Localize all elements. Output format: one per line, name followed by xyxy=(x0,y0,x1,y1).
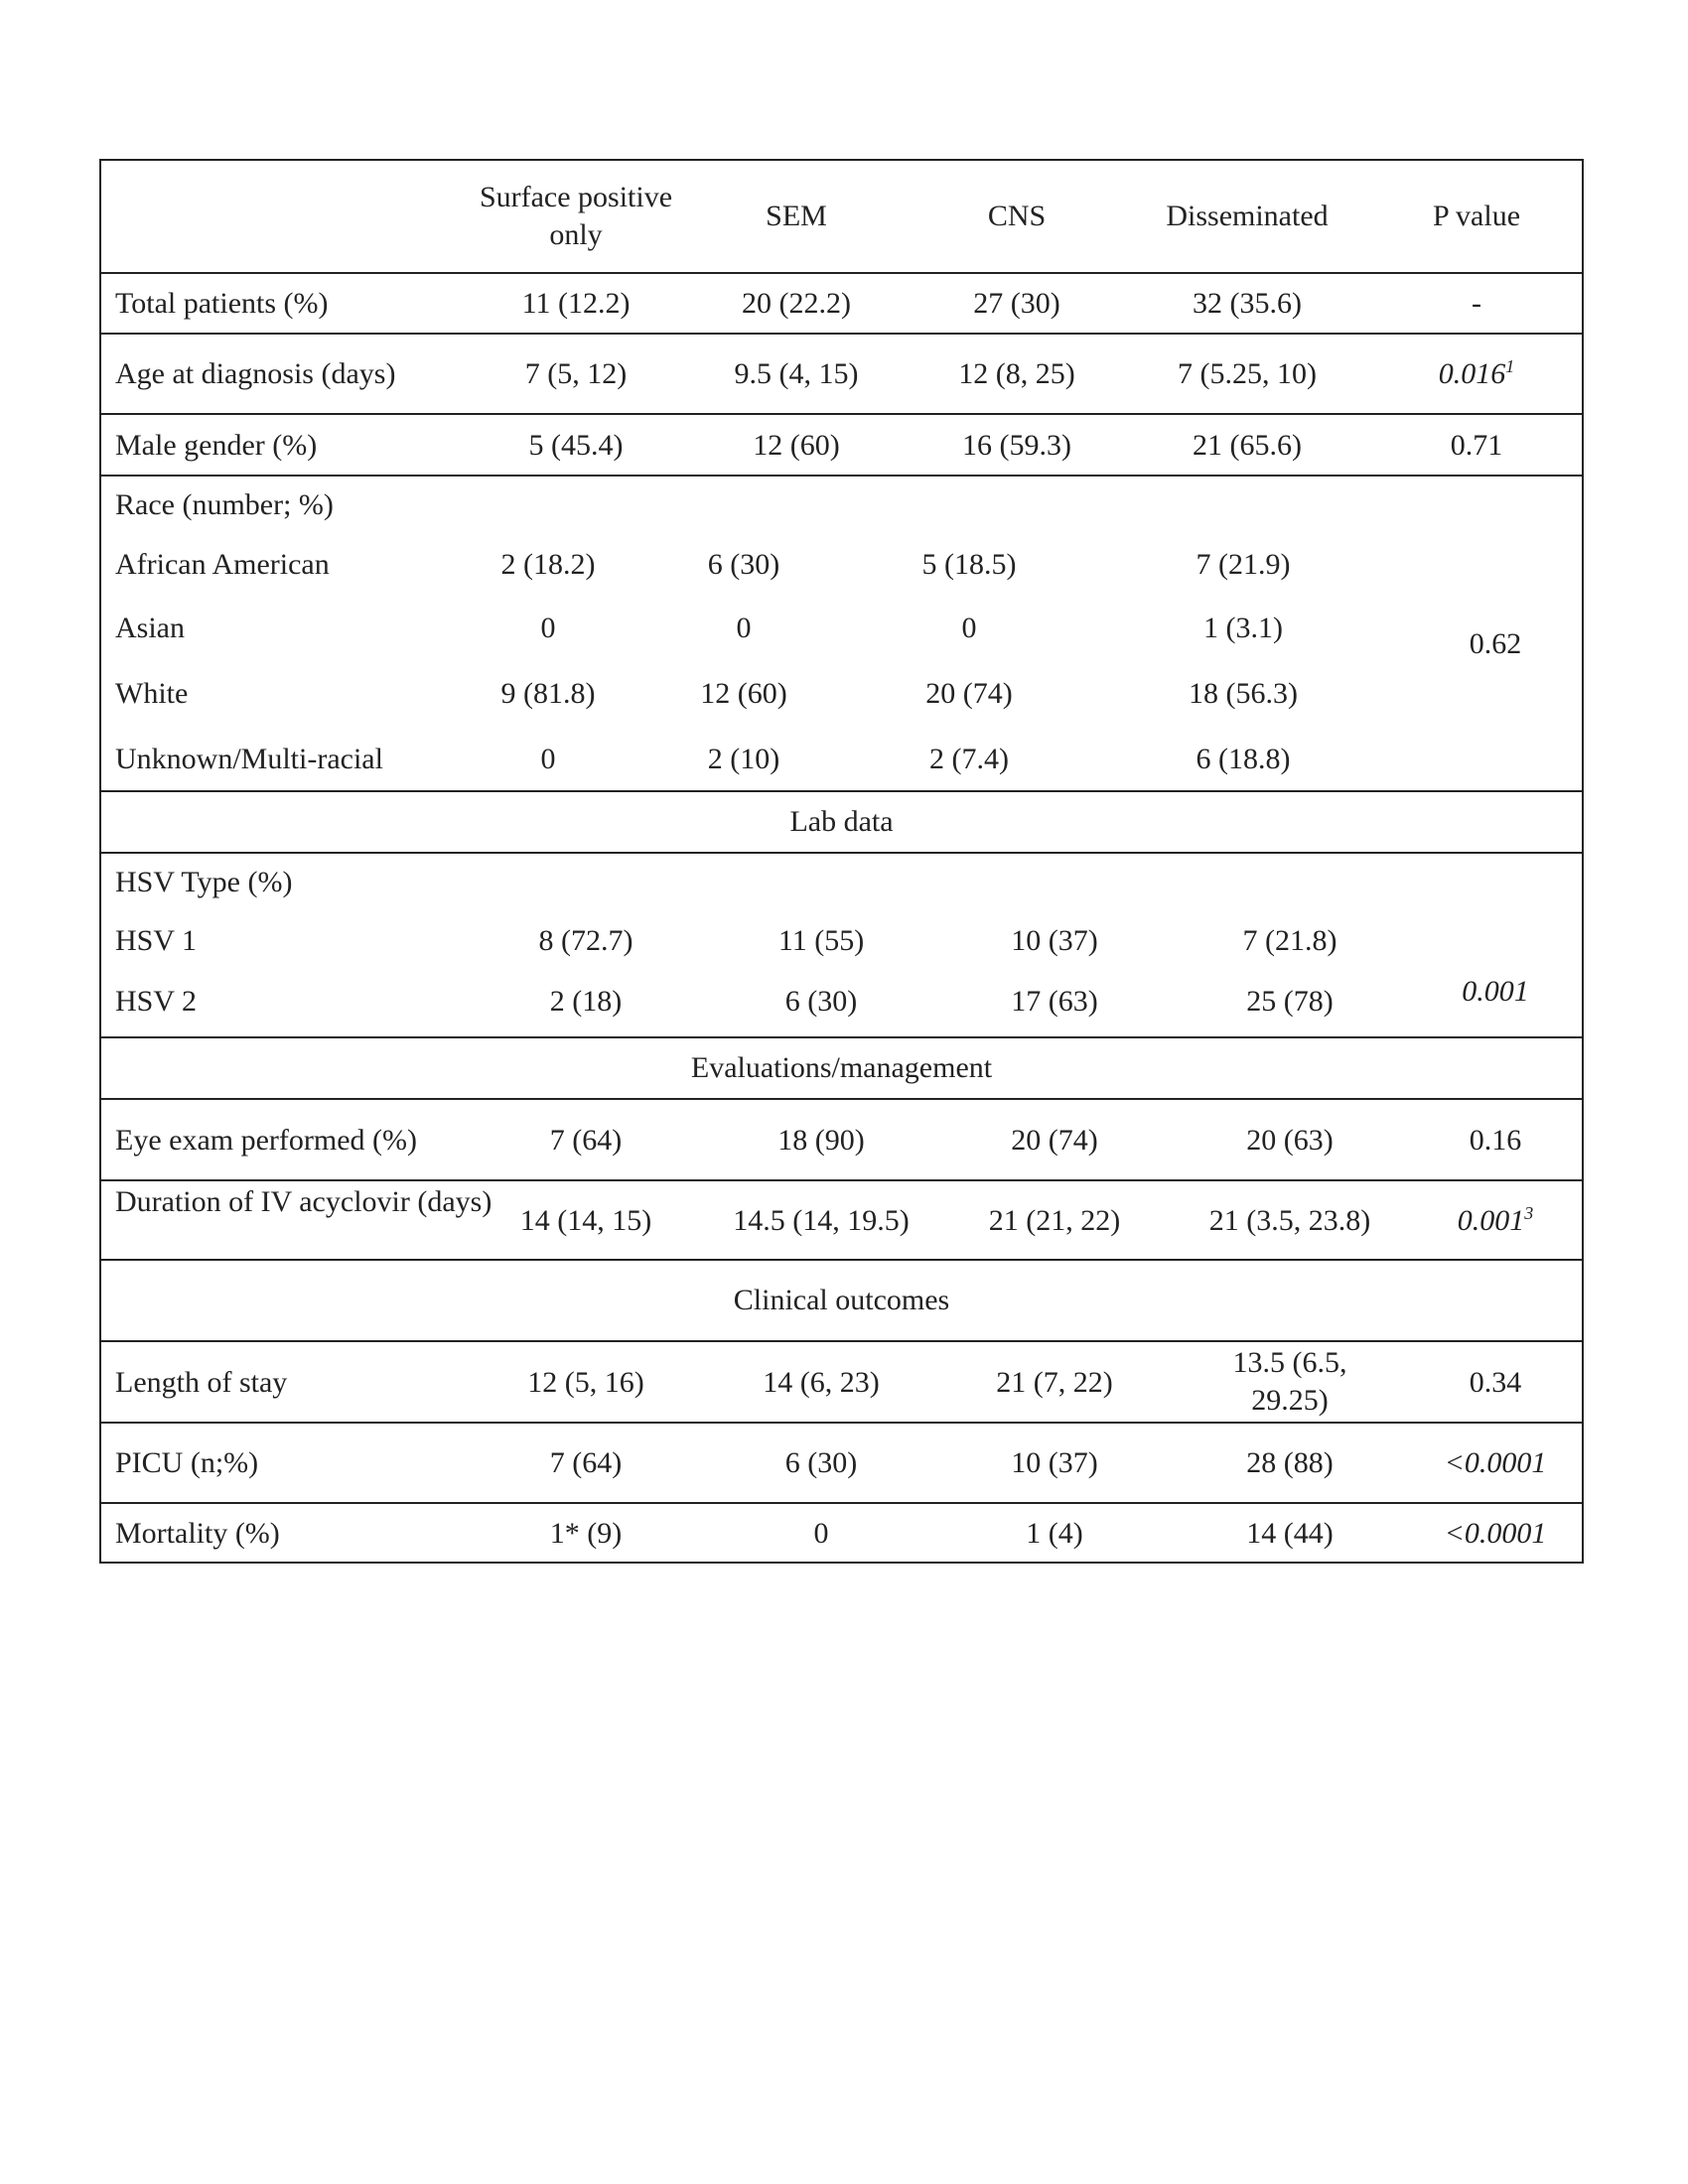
cell-sem: 0 xyxy=(736,612,752,644)
cell-disseminated: 28 (88) xyxy=(1246,1446,1334,1479)
cell-cns: 10 (37) xyxy=(1011,924,1098,957)
cell-cns: 17 (63) xyxy=(1011,985,1098,1018)
cell-surface: 0 xyxy=(540,612,556,644)
table-row-mortality xyxy=(99,1502,1584,1564)
data-table xyxy=(99,159,1584,1559)
cell-cns: 20 (74) xyxy=(925,677,1013,710)
cell-surface: 2 (18) xyxy=(549,985,623,1018)
hsv-label-2: HSV 2 xyxy=(115,985,197,1018)
cell-sem: 12 (60) xyxy=(700,677,787,710)
row-label: PICU (n;%) xyxy=(115,1446,259,1479)
cell-disseminated: 13.5 (6.5, 29.25) xyxy=(1232,1346,1347,1417)
cell-cns: 27 (30) xyxy=(973,287,1060,320)
cell-surface: 5 (45.4) xyxy=(528,429,624,462)
cell-cns: 16 (59.3) xyxy=(962,429,1071,462)
cell-disseminated: 6 (18.8) xyxy=(1196,743,1291,775)
cell-p-value: 0.71 xyxy=(1450,429,1503,462)
table-row-length-of-stay xyxy=(99,1340,1584,1422)
cell-sem: 18 (90) xyxy=(777,1124,865,1157)
header-surface-positive: Surface positive only xyxy=(479,181,673,251)
table-row-acyclovir xyxy=(99,1179,1584,1259)
cell-sem: 14.5 (14, 19.5) xyxy=(733,1204,910,1237)
race-p-value: 0.62 xyxy=(1469,627,1522,660)
row-label: Eye exam performed (%) xyxy=(115,1124,418,1157)
section-clinical-outcomes xyxy=(99,1259,1584,1340)
header-p-value: P value xyxy=(1432,200,1521,232)
cell-p-value xyxy=(1439,355,1515,393)
cell-sem: 2 (10) xyxy=(707,743,780,775)
cell-sem: 0 xyxy=(813,1517,829,1550)
cell-disseminated: 7 (21.8) xyxy=(1242,924,1337,957)
cell-cns: 21 (21, 22) xyxy=(988,1204,1121,1237)
race-label-asian: Asian xyxy=(115,612,185,644)
hsv-title: HSV Type (%) xyxy=(115,866,293,898)
cell-disseminated: 25 (78) xyxy=(1246,985,1334,1018)
row-label: Total patients (%) xyxy=(115,287,329,320)
footnote-marker: 1 xyxy=(1505,356,1515,376)
hsv-p-value: 0.001 xyxy=(1462,975,1529,1008)
table-row-male xyxy=(99,413,1584,475)
cell-p-value: <0.0001 xyxy=(1444,1517,1547,1550)
cell-disseminated: 21 (3.5, 23.8) xyxy=(1208,1204,1371,1237)
table-block-race xyxy=(99,475,1584,790)
cell-disseminated: 7 (21.9) xyxy=(1196,548,1291,581)
cell-surface: 8 (72.7) xyxy=(538,924,633,957)
cell-surface: 2 (18.2) xyxy=(500,548,596,581)
cell-surface: 9 (81.8) xyxy=(500,677,596,710)
p-value-text: 0.001 xyxy=(1457,1204,1525,1237)
cell-p-value xyxy=(1458,1202,1534,1240)
cell-p-value: 0.34 xyxy=(1469,1366,1522,1399)
section-lab-data xyxy=(99,790,1584,852)
row-label: Age at diagnosis (days) xyxy=(115,357,396,390)
cell-sem: 20 (22.2) xyxy=(742,287,851,320)
header-cns: CNS xyxy=(987,200,1047,232)
cell-sem: 12 (60) xyxy=(753,429,840,462)
cell-disseminated: 14 (44) xyxy=(1246,1517,1334,1550)
footnote-marker: 3 xyxy=(1524,1203,1534,1223)
cell-disseminated: 20 (63) xyxy=(1246,1124,1334,1157)
cell-p-value: 0.16 xyxy=(1469,1124,1522,1157)
cell-sem: 6 (30) xyxy=(784,1446,858,1479)
table-row-eye-exam xyxy=(99,1098,1584,1179)
cell-surface: 7 (64) xyxy=(549,1124,623,1157)
row-label: Duration of IV acyclovir (days) xyxy=(115,1185,492,1218)
race-title: Race (number; %) xyxy=(115,488,334,521)
section-title-clinical-outcomes: Clinical outcomes xyxy=(733,1284,950,1316)
cell-disseminated: 21 (65.6) xyxy=(1193,429,1302,462)
section-title-evaluations: Evaluations/management xyxy=(690,1051,993,1084)
cell-surface: 14 (14, 15) xyxy=(519,1204,652,1237)
cell-p-value: <0.0001 xyxy=(1444,1446,1547,1479)
cell-cns: 5 (18.5) xyxy=(921,548,1017,581)
section-title-lab-data: Lab data xyxy=(789,805,894,838)
row-label: Male gender (%) xyxy=(115,429,318,462)
cell-cns: 0 xyxy=(961,612,977,644)
table-row-age xyxy=(99,333,1584,413)
cell-surface: 11 (12.2) xyxy=(521,287,631,320)
cell-surface: 7 (5, 12) xyxy=(524,357,628,390)
cell-sem: 6 (30) xyxy=(707,548,780,581)
race-label-unknown: Unknown/Multi-racial xyxy=(115,743,383,775)
cell-surface: 7 (64) xyxy=(549,1446,623,1479)
cell-sem: 14 (6, 23) xyxy=(763,1366,880,1399)
row-label: Length of stay xyxy=(115,1366,288,1399)
cell-disseminated: 7 (5.25, 10) xyxy=(1178,357,1317,390)
cell-cns: 21 (7, 22) xyxy=(996,1366,1113,1399)
section-evaluations xyxy=(99,1036,1584,1098)
cell-cns: 10 (37) xyxy=(1011,1446,1098,1479)
table-header-row xyxy=(99,159,1584,272)
cell-disseminated: 18 (56.3) xyxy=(1189,677,1298,710)
cell-p-value: - xyxy=(1472,287,1481,320)
cell-cns: 20 (74) xyxy=(1011,1124,1098,1157)
race-label-white: White xyxy=(115,677,189,710)
cell-cns: 2 (7.4) xyxy=(929,743,1009,775)
table-block-hsv xyxy=(99,852,1584,1036)
cell-sem: 11 (55) xyxy=(777,924,865,957)
header-sem: SEM xyxy=(766,200,827,232)
cell-sem: 9.5 (4, 15) xyxy=(734,357,859,390)
table-row-picu xyxy=(99,1422,1584,1502)
cell-surface: 0 xyxy=(540,743,556,775)
cell-cns: 12 (8, 25) xyxy=(958,357,1075,390)
row-label: Mortality (%) xyxy=(115,1517,280,1550)
header-disseminated: Disseminated xyxy=(1166,200,1329,232)
cell-cns: 1 (4) xyxy=(1026,1517,1083,1550)
cell-disseminated: 32 (35.6) xyxy=(1193,287,1302,320)
cell-surface: 12 (5, 16) xyxy=(527,1366,644,1399)
table-row-total-patients xyxy=(99,272,1584,333)
cell-surface: 1* (9) xyxy=(549,1517,623,1550)
hsv-label-1: HSV 1 xyxy=(115,924,197,957)
race-label-african-american: African American xyxy=(115,548,330,581)
cell-sem: 6 (30) xyxy=(784,985,858,1018)
p-value-text: 0.016 xyxy=(1438,357,1506,390)
cell-disseminated: 1 (3.1) xyxy=(1203,612,1283,644)
